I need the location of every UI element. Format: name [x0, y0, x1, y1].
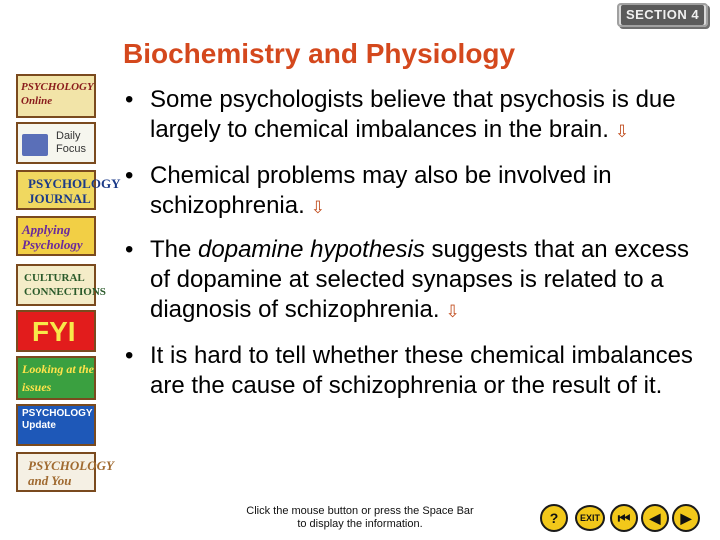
- daily-focus-label: Daily Focus: [56, 130, 86, 155]
- bullet-text-post: suggests that an excess of dopamine at selected synapses is related to a diagnosis of schizophrenia.: [150, 236, 690, 323]
- exit-button[interactable]: [575, 505, 605, 531]
- first-slide-button[interactable]: [610, 504, 638, 532]
- psychology-and-you-button[interactable]: [16, 452, 114, 492]
- psychology-journal-icon: PSYCHOLOGY JOURNAL: [28, 176, 120, 206]
- psychology-online-button[interactable]: [16, 74, 96, 118]
- next-slide-button[interactable]: [672, 504, 700, 532]
- fyi-button[interactable]: [16, 310, 96, 352]
- applying-psychology-icon: Applying Psychology: [22, 222, 83, 252]
- bullet-text-pre: The: [150, 236, 199, 263]
- section-badge: [617, 3, 708, 27]
- cultural-connections-icon: CULTURAL CONNECTIONS: [24, 272, 106, 298]
- section-label: SECTION 4: [621, 5, 704, 25]
- cultural-connections-button[interactable]: [16, 264, 106, 306]
- hint-line-2: to display the information.: [297, 518, 423, 530]
- next-arrow-icon: ▶: [680, 510, 692, 526]
- daily-focus-button[interactable]: [16, 122, 96, 164]
- fyi-icon: FYI: [32, 316, 76, 347]
- bullet-item: [123, 161, 703, 223]
- daily-focus-icon: [22, 134, 48, 156]
- bullet-text: It is hard to tell whether these chemical imbalances are the cause of schizophrenia or the result of it.: [150, 342, 693, 399]
- looking-at-the-issues-button[interactable]: [16, 356, 96, 400]
- psychology-update-button[interactable]: [16, 404, 96, 446]
- bullet-list: [123, 85, 703, 401]
- bullet-item: [123, 341, 703, 401]
- bullet-term: dopamine hypothesis: [198, 236, 425, 263]
- exit-label: EXIT: [579, 513, 600, 523]
- psychology-and-you-icon: PSYCHOLOGY and You: [28, 458, 114, 488]
- skip-back-icon: ⏮: [617, 510, 631, 526]
- bullet-text: Chemical problems may also be involved in schizophrenia.: [150, 162, 612, 219]
- applying-psychology-button[interactable]: [16, 216, 96, 256]
- looking-at-the-issues-icon: Looking at the issues: [22, 362, 95, 394]
- down-arrow-icon: ⇩: [445, 302, 460, 321]
- previous-arrow-icon: ◀: [649, 510, 661, 526]
- hint-line-1: Click the mouse button or press the Space Bar: [246, 505, 474, 517]
- instruction-hint: [220, 505, 500, 531]
- help-button[interactable]: [540, 504, 568, 532]
- down-arrow-icon: ⇩: [614, 122, 630, 141]
- question-icon: ?: [549, 510, 559, 526]
- down-arrow-icon: ⇩: [310, 198, 326, 217]
- previous-slide-button[interactable]: [641, 504, 669, 532]
- psychology-update-icon: PSYCHOLOGY Update: [22, 408, 93, 431]
- bullet-item: [123, 85, 703, 147]
- bullet-item: [123, 235, 703, 327]
- slide-title: Biochemistry and Physiology: [123, 38, 516, 69]
- psychology-online-icon: PSYCHOLOGY Online: [21, 81, 94, 107]
- psychology-journal-button[interactable]: [16, 170, 120, 210]
- bullet-text: Some psychologists believe that psychosis is due largely to chemical imbalances in the brain.: [150, 86, 676, 143]
